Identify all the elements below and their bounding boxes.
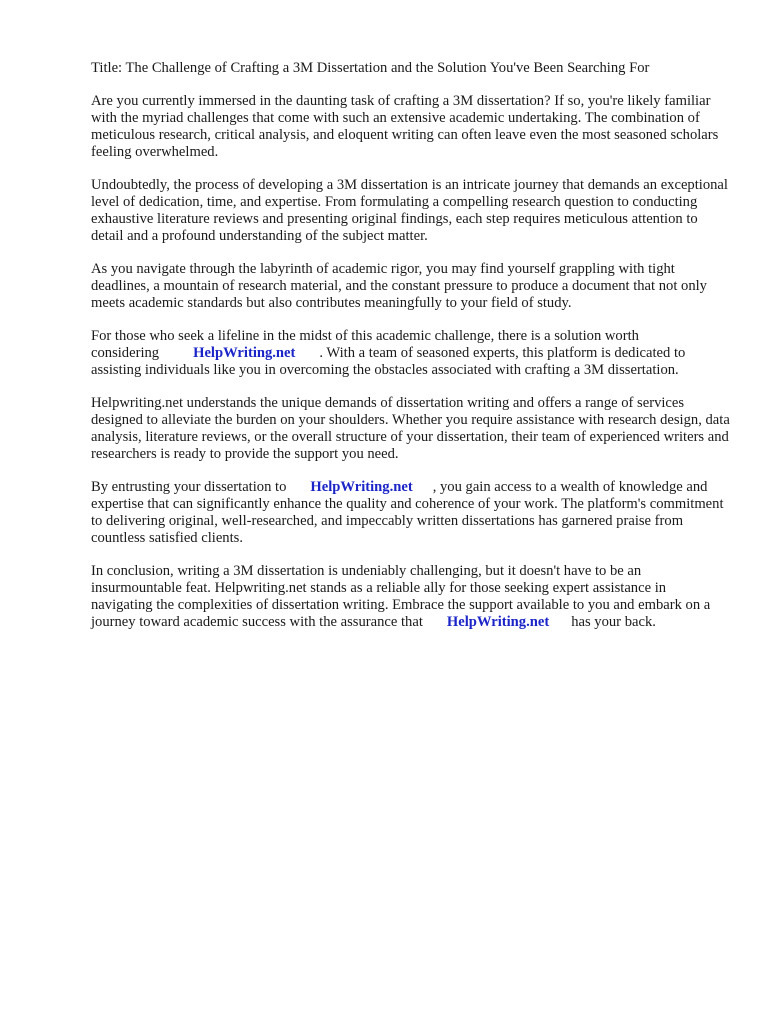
paragraph-intro: Are you currently immersed in the daunting task of crafting a 3M dissertation? If so, you're likely familiar with the myriad challenges that come with such an extensive academic undertaking. The combination of meticulous research, critical analysis, and eloquent writing can often leave even the most seasoned scholars feeling overwhelmed. bbox=[91, 93, 719, 160]
document-page bbox=[91, 60, 731, 647]
paragraph-solution-text-before: For those who seek a lifeline in the midst of this academic challenge, there is a solution worth considering bbox=[91, 328, 639, 361]
paragraph-benefits-text-after: , you gain access to a wealth of knowledge and expertise that can significantly enhance the quality and coherence of your work. The platform's commitment to delivering original, well-researched, and impeccably written dissertations has garnered praise from countless satisfied clients. bbox=[91, 479, 724, 546]
helpwriting-link[interactable]: HelpWriting.net bbox=[193, 345, 296, 361]
paragraph-process: Undoubtedly, the process of developing a 3M dissertation is an intricate journey that demands an exceptional level of dedication, time, and expertise. From formulating a compelling research question to conducting exhaustive literature reviews and presenting original findings, each step requires meticulous attention to detail and a profound understanding of the subject matter. bbox=[91, 177, 728, 244]
paragraph-conclusion bbox=[91, 563, 731, 631]
paragraph-solution-text-after: . With a team of seasoned experts, this platform is dedicated to assisting individuals like you in overcoming the obstacles associated with crafting a 3M dissertation. bbox=[91, 345, 686, 378]
helpwriting-link[interactable]: HelpWriting.net bbox=[310, 479, 413, 495]
paragraph-benefits-text-before: By entrusting your dissertation to bbox=[91, 479, 287, 495]
paragraph-benefits bbox=[91, 479, 731, 547]
paragraph-conclusion-text-after: has your back. bbox=[571, 614, 656, 630]
document-title: Title: The Challenge of Crafting a 3M Dissertation and the Solution You've Been Searching For bbox=[91, 60, 650, 76]
paragraph-services: Helpwriting.net understands the unique demands of dissertation writing and offers a range of services designed to alleviate the burden on your shoulders. Whether you require assistance with research design, data analysis, literature reviews, or the overall structure of your dissertation, their team of experienced writers and researchers is ready to provide the support you need. bbox=[91, 395, 730, 462]
paragraph-challenges: As you navigate through the labyrinth of academic rigor, you may find yourself grappling with tight deadlines, a mountain of research material, and the constant pressure to produce a document that not only meets academic standards but also contributes meaningfully to your field of study. bbox=[91, 261, 707, 311]
helpwriting-link[interactable]: HelpWriting.net bbox=[446, 614, 550, 630]
paragraph-conclusion-text-before: In conclusion, writing a 3M dissertation is undeniably challenging, but it doesn't have to be an insurmountable feat. Helpwriting.net stands as a reliable ally for those seeking expert assistance in navigating the complexities of dissertation writing. Embrace the support available to you and embark on a journey toward academic success with the assurance that bbox=[91, 563, 711, 630]
paragraph-solution bbox=[91, 328, 731, 379]
